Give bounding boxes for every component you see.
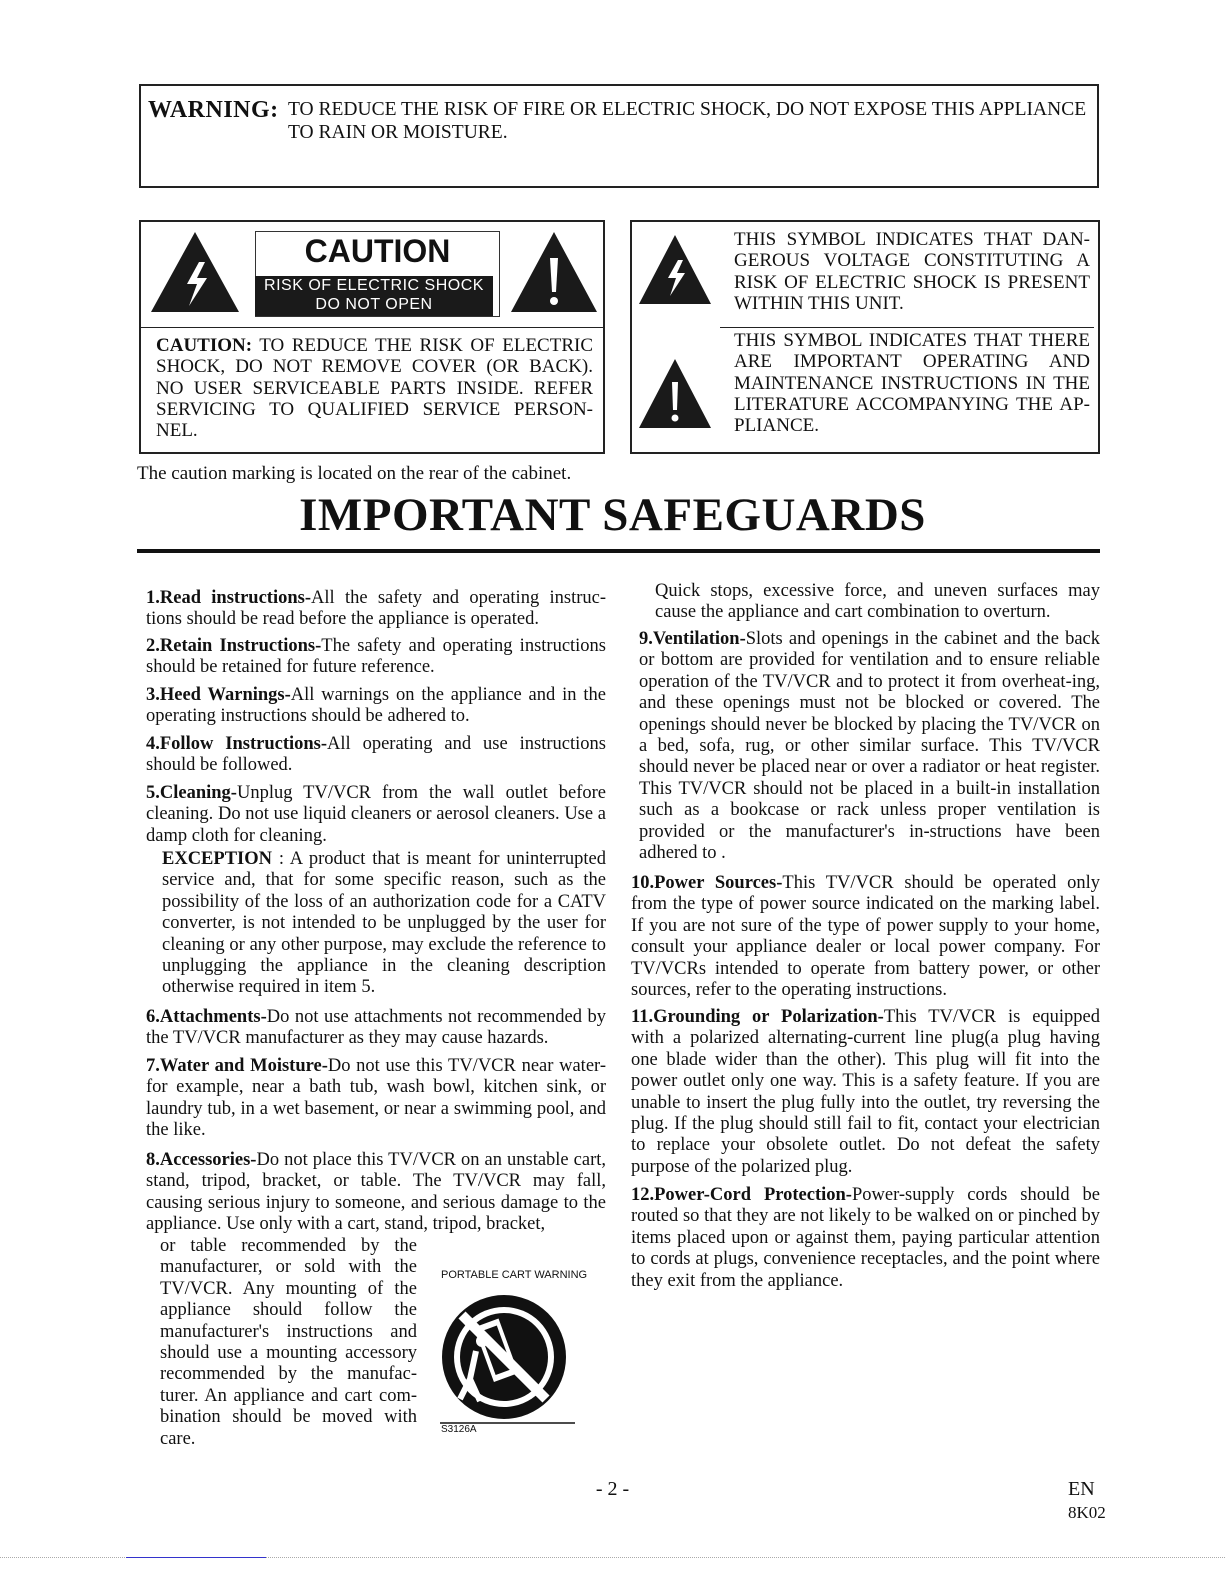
- item-text: Do not place this TV/VCR on an unstable cart, stand, tripod, bracket, or table. The TV/VCR may fall, causing serious injury to someone, and serious damage to the appliance. Use only with a cart, stand, tripod, bracket,: [146, 1150, 606, 1235]
- safeguard-item: [631, 1007, 1100, 1178]
- safeguard-item: [639, 629, 1100, 864]
- caution-band-line2: DO NOT OPEN: [315, 296, 433, 313]
- item-lead: 5.Cleaning-: [146, 783, 237, 803]
- item-lead: 7.Water and Moisture-: [146, 1056, 328, 1076]
- item-text: : A product that is meant for uninterrupted service and, that for some specific reason, such as the possibility of the loss of an authorization code for a CATV converter, is not intended to be unplugged by the user for cleaning or any other purpose, may exclude the reference to unplugging the appliance in the cleaning description otherwise required in item 5.: [162, 849, 606, 998]
- caution-title: CAUTION: [304, 233, 451, 269]
- safeguard-item: [631, 1185, 1100, 1292]
- safeguard-item: [146, 734, 606, 777]
- safeguard-item: [146, 636, 606, 679]
- cart-continued: [655, 581, 1100, 624]
- item-lead: 1.Read instructions-: [146, 588, 311, 608]
- item-lead: EXCEPTION: [162, 849, 272, 869]
- caution-text-body: TO REDUCE THE RISK OF ELECTRIC SHOCK, DO NOT REMOVE COVER (OR BACK). NO USER SERVICEABLE PARTS INSIDE. REFER SERVICING TO QUALIFIED SERVICE PERSON-NEL.: [156, 335, 593, 442]
- item-text: All the safety and operating instruc-tions should be read before the appliance is operated.: [146, 588, 607, 630]
- item-lead: 8.Accessories-: [146, 1150, 257, 1170]
- symbol-divider: [720, 327, 1094, 328]
- item-lead: 11.Grounding or Polarization-: [631, 1007, 884, 1027]
- caution-divider: [141, 327, 603, 328]
- warning-text-line1: TO REDUCE THE RISK OF FIRE OR ELECTRIC SHOCK, DO NOT EXPOSE THIS APPLIANCE: [288, 99, 1087, 120]
- voltage-symbol-text: THIS SYMBOL INDICATES THAT DAN-GEROUS VOLTAGE CONSTITUTING A RISK OF ELECTRIC SHOCK IS PRESENT WITHIN THIS UNIT.: [734, 229, 1090, 314]
- item-text: Slots and openings in the cabinet and the back or bottom are provided for ventilation and to ensure reliable operation of the TV/VCR and to protect it from overheat-ing, and these openings must not be blocked or covered. The openings should never be blocked by placing the TV/VCR on a bed, sofa, rug, or other similar surface. This TV/VCR should never be placed near or over a radiator or heat register. This TV/VCR should not be placed in a built-in installation such as a bookcase or rack unless proper ventilation is provided or the manufacturer's in-structions have been adhered to .: [639, 629, 1100, 864]
- warning-label: WARNING:: [148, 97, 279, 123]
- page-bottom-link: [126, 1557, 266, 1558]
- safeguard-item: [146, 685, 606, 728]
- item-lead: 10.Power Sources-: [631, 873, 783, 893]
- item-text: All operating and use instructions should be followed.: [146, 734, 606, 776]
- document-code: 8K02: [1068, 1503, 1106, 1522]
- item-lead: 3.Heed Warnings-: [146, 685, 291, 705]
- safeguard-item: [146, 588, 606, 631]
- caution-text-lead: CAUTION:: [156, 335, 253, 356]
- lightning-triangle-icon: [147, 228, 243, 316]
- safeguard-item: [146, 1150, 606, 1236]
- item-text: Power-supply cords should be routed so that they are not likely to be walked on or pinched by items placed upon or against them, paying particular attention to cords at plugs, convenience receptacles, and the point where they exit from the appliance.: [631, 1185, 1100, 1291]
- item-text: All warnings on the appliance and in the operating instructions should be adhered to.: [146, 685, 606, 727]
- language-code: EN: [1068, 1478, 1095, 1500]
- exclamation-triangle-icon: [507, 228, 601, 316]
- item-lead: 6.Attachments-: [146, 1007, 267, 1027]
- item-text: Quick stops, excessive force, and uneven surfaces may cause the appliance and cart combination to overturn.: [655, 581, 1100, 623]
- instructions-symbol-text: THIS SYMBOL INDICATES THAT THERE ARE IMPORTANT OPERATING AND MAINTENANCE INSTRUCTIONS IN THE LITERATURE ACCOMPANYING THE AP-PLIANCE.: [734, 330, 1090, 437]
- page-number: - 2 -: [595, 1478, 630, 1500]
- exception-paragraph: [162, 849, 606, 999]
- safeguard-item: [631, 873, 1100, 1001]
- cart-warning-caption: PORTABLE CART WARNING: [441, 1269, 588, 1281]
- safeguard-item: [146, 783, 606, 847]
- item-text: Unplug TV/VCR from the wall outlet before cleaning. Do not use liquid cleaners or aerosol cleaners. Use a damp cloth for cleaning.: [146, 783, 606, 846]
- item-text: Do not use attachments not recommended by the TV/VCR manufacturer as they may cause hazards.: [146, 1007, 606, 1049]
- safeguard-item: [146, 1007, 606, 1050]
- portable-cart-warning-icon: [440, 1289, 575, 1429]
- title-rule: [137, 549, 1100, 553]
- warning-text-line2: TO RAIN OR MOISTURE.: [288, 122, 508, 143]
- caution-text: [156, 335, 593, 441]
- item-text: The safety and operating instructions should be retained for future reference.: [146, 636, 607, 678]
- item-lead: 2.Retain Instructions-: [146, 636, 322, 656]
- item-text: Do not use this TV/VCR near water-for example, near a bath tub, wash bowl, kitchen sink, or laundry tub, in a wet basement, or near a swimming pool, and the like.: [146, 1056, 606, 1141]
- caution-band-line1: RISK OF ELECTRIC SHOCK: [264, 277, 484, 294]
- item-lead: 12.Power-Cord Protection-: [631, 1185, 852, 1205]
- page-title: IMPORTANT SAFEGUARDS: [299, 489, 926, 541]
- caution-marking-note: The caution marking is located on the rear of the cabinet.: [137, 463, 572, 484]
- item-text: This TV/VCR should be operated only from the type of power source indicated on the marking label. If you are not sure of the type of power supply to your home, consult your appliance dealer or local power company. For TV/VCRs intended to operate from battery power, or other sources, refer to the operating instructions.: [631, 873, 1100, 1001]
- item-lead: 4.Follow Instructions-: [146, 734, 328, 754]
- item-text: or table recommended by the manufacturer, or sold with the TV/VCR. Any mounting of the appliance should follow the manufacturer's instructions and should use a mounting accessory recommended by the manufac-turer. An appliance and cart com-bination should be moved with care.: [160, 1236, 417, 1449]
- lightning-triangle-icon: [636, 232, 714, 308]
- accessories-continued: [160, 1236, 417, 1450]
- item-lead: 9.Ventilation-: [639, 629, 746, 649]
- exclamation-triangle-icon: [636, 356, 714, 432]
- item-text: This TV/VCR is equipped with a polarized alternating-current line plug(a plug having one blade wider than the other). This plug will fit into the power outlet only one way. This is a safety feature. If you are unable to insert the plug fully into the outlet, try reversing the plug. If the plug should still fail to fit, contact your electrician to replace your obsolete outlet. Do not defeat the safety purpose of the polarized plug.: [631, 1007, 1101, 1177]
- safeguard-item: [146, 1056, 606, 1142]
- cart-warning-code: S3126A: [441, 1424, 477, 1435]
